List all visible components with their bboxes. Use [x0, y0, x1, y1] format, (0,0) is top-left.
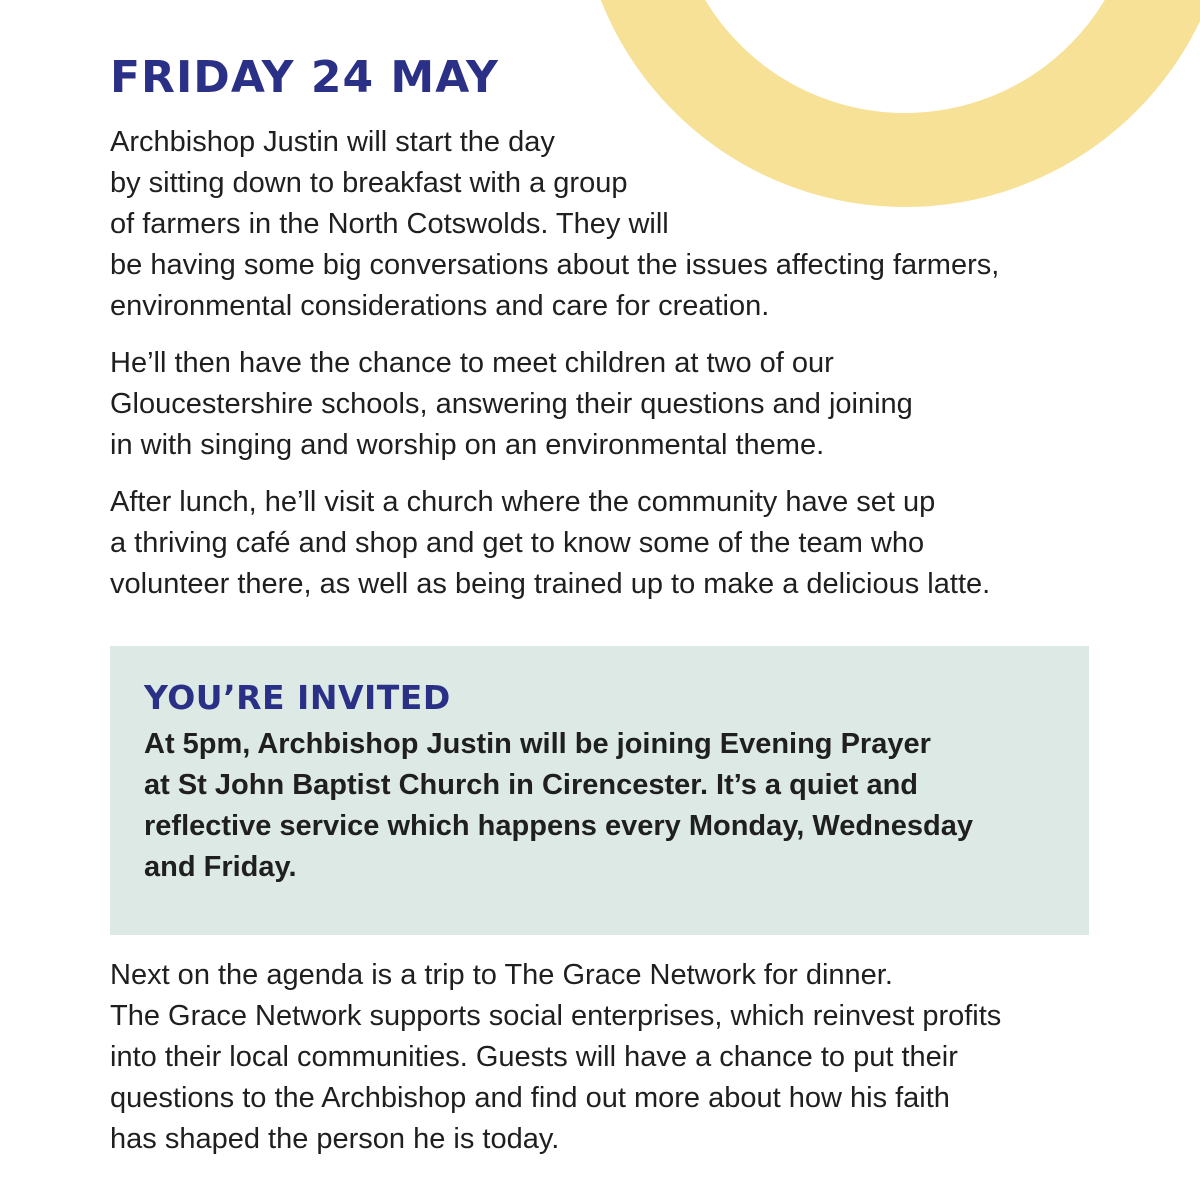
- closing-paragraph: Next on the agenda is a trip to The Grace Network for dinner. The Grace Network supports social enterprises, which reinvest profits into their local communities. Guests will have a chance to put their questions to the Archbishop and find out more about how his faith has shaped the person he is today.: [110, 959, 1002, 1155]
- invite-text: At 5pm, Archbishop Justin will be joining Evening Prayer at St John Baptist Church in Cirencester. It’s a quiet and reflective service which happens every Monday, Wednesday and Friday.: [144, 728, 973, 883]
- day-paragraph-breakfast: Archbishop Justin will start the day by sitting down to breakfast with a group of farmers in the North Cotswolds. They will be having some big conversations about the issues affecting farmers, environmental considerations and care for creation.: [110, 126, 1000, 322]
- invite-box: [110, 646, 1089, 935]
- day-heading: FRIDAY 24 MAY: [110, 52, 499, 103]
- day-section: [110, 48, 1110, 621]
- day-paragraph-schools: He’ll then have the chance to meet children at two of our Gloucestershire schools, answering their questions and joining in with singing and worship on an environmental theme.: [110, 347, 913, 461]
- day-paragraph-cafe: After lunch, he’ll visit a church where the community have set up a thriving café and shop and get to know some of the team who volunteer there, as well as being trained up to make a delicious latte.: [110, 486, 991, 600]
- closing-section: [110, 955, 1110, 1176]
- invite-heading: YOU’RE INVITED: [144, 678, 451, 717]
